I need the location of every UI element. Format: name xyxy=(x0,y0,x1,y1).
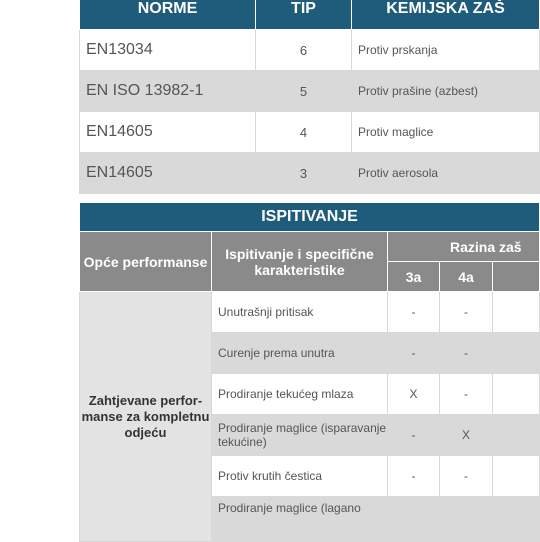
norm-cell: EN ISO 13982-1 xyxy=(80,71,256,112)
standards-row xyxy=(80,112,540,153)
standards-row xyxy=(80,153,540,194)
test-name: Prodiranje maglice (isparavanje tekućine) xyxy=(212,415,388,456)
value-3a: - xyxy=(388,333,440,374)
protection-cell: Protiv prašine (azbest) xyxy=(352,71,540,112)
standards-header-row xyxy=(80,0,540,30)
standards-table xyxy=(79,0,540,194)
value-4a: - xyxy=(440,333,493,374)
header-level-next xyxy=(493,262,540,292)
type-cell: 3 xyxy=(256,153,352,194)
value-3a: - xyxy=(388,415,440,456)
header-tip: TIP xyxy=(256,0,352,30)
type-cell: 5 xyxy=(256,71,352,112)
testing-title: ISPITIVANJE xyxy=(80,203,540,232)
testing-title-row xyxy=(80,203,540,232)
header-norme: NORME xyxy=(80,0,256,30)
value-3a: - xyxy=(388,456,440,497)
header-protection-level: Razina zaš xyxy=(388,232,540,262)
test-name: Protiv krutih čestica xyxy=(212,456,388,497)
standards-row xyxy=(80,30,540,71)
value-next xyxy=(493,497,540,542)
protection-cell: Protiv maglice xyxy=(352,112,540,153)
header-level-4a: 4a xyxy=(440,262,493,292)
protection-cell: Protiv aerosola xyxy=(352,153,540,194)
value-next xyxy=(493,333,540,374)
header-protection: KEMIJSKA ZAŠ xyxy=(352,0,540,30)
header-level-3a: 3a xyxy=(388,262,440,292)
test-name: Prodiranje maglice (lagano xyxy=(212,497,388,542)
value-3a xyxy=(388,497,440,542)
testing-table xyxy=(79,202,540,542)
norm-cell: EN14605 xyxy=(80,112,256,153)
value-4a: - xyxy=(440,292,493,333)
value-4a: - xyxy=(440,456,493,497)
test-name: Unutrašnji pritisak xyxy=(212,292,388,333)
group-label: Zahtjevane perfor- manse za kompletnu odjeću xyxy=(80,292,212,542)
test-name: Prodiranje tekućeg mlaza xyxy=(212,374,388,415)
value-next xyxy=(493,292,540,333)
protection-cell: Protiv prskanja xyxy=(352,30,540,71)
value-3a: X xyxy=(388,374,440,415)
type-cell: 4 xyxy=(256,112,352,153)
standards-row xyxy=(80,71,540,112)
value-4a: X xyxy=(440,415,493,456)
value-next xyxy=(493,374,540,415)
value-4a: - xyxy=(440,374,493,415)
header-general-performance: Opće performanse xyxy=(80,232,212,292)
value-3a: - xyxy=(388,292,440,333)
test-name: Curenje prema unutra xyxy=(212,333,388,374)
type-cell: 6 xyxy=(256,30,352,71)
value-next xyxy=(493,415,540,456)
value-4a xyxy=(440,497,493,542)
norm-cell: EN13034 xyxy=(80,30,256,71)
testing-header-row xyxy=(80,232,540,262)
header-tests: Ispitivanje i specifične karakteristike xyxy=(212,232,388,292)
table-row xyxy=(80,292,540,333)
norm-cell: EN14605 xyxy=(80,153,256,194)
value-next xyxy=(493,456,540,497)
